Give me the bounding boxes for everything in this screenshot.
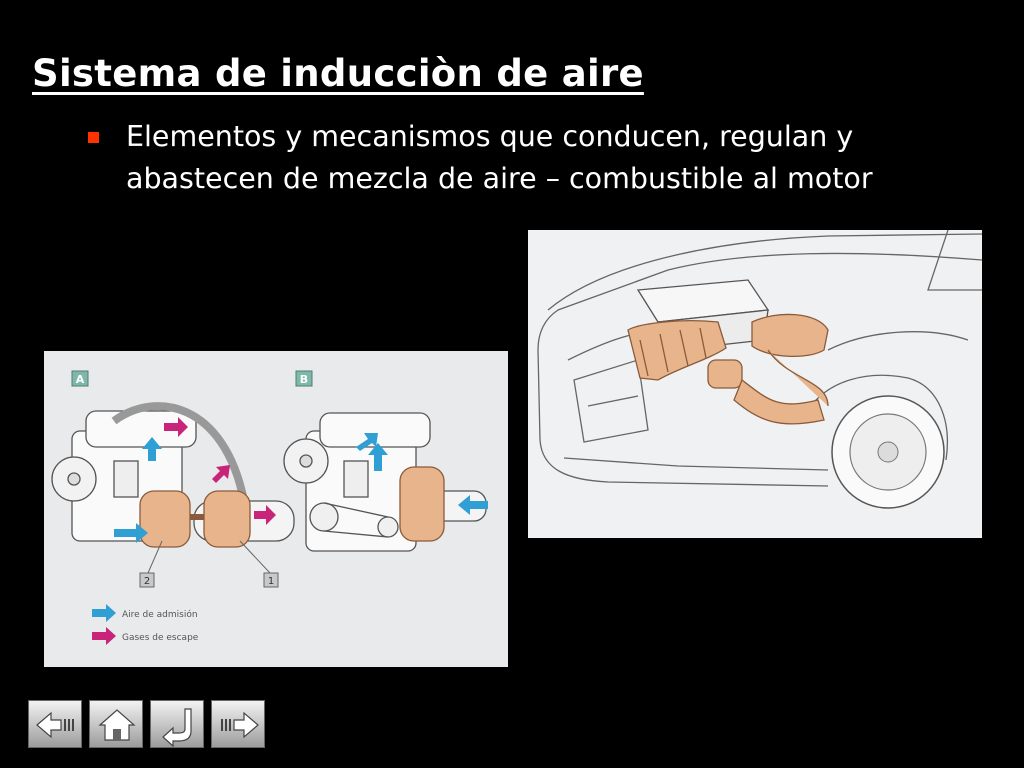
- engine-b-drawing: [284, 413, 486, 551]
- legend-intake-label: Aire de admisión: [122, 610, 198, 620]
- legend-exhaust-label: Gases de escape: [122, 633, 199, 643]
- legend-exhaust-icon: [92, 627, 116, 645]
- car-intake-figure: [528, 230, 982, 538]
- last-icon: [212, 701, 266, 749]
- return-button[interactable]: [150, 700, 204, 748]
- slide-title: Sistema de inducciòn de aire: [32, 52, 644, 95]
- callout-1: 1: [267, 576, 275, 587]
- panel-b-label: B: [299, 373, 309, 386]
- home-icon: [90, 701, 144, 749]
- first-icon: [29, 701, 83, 749]
- engine-diagram-figure: [44, 351, 508, 667]
- legend-intake-icon: [92, 604, 116, 622]
- bullet-text: Elementos y mecanismos que conducen, regulan y abastecen de mezcla de aire – combustible al motor: [126, 120, 873, 195]
- bullet-square-icon: [88, 132, 99, 143]
- panel-a-label: A: [75, 373, 85, 386]
- last-slide-button[interactable]: [211, 700, 265, 748]
- car-intake-svg: [528, 230, 982, 538]
- wheel-drawing: [832, 396, 944, 508]
- engine-diagram-svg: [44, 351, 508, 667]
- home-button[interactable]: [89, 700, 143, 748]
- exhaust-arrow-icon: [212, 465, 230, 483]
- first-slide-button[interactable]: [28, 700, 82, 748]
- return-icon: [151, 701, 205, 749]
- callout-2: 2: [143, 576, 151, 587]
